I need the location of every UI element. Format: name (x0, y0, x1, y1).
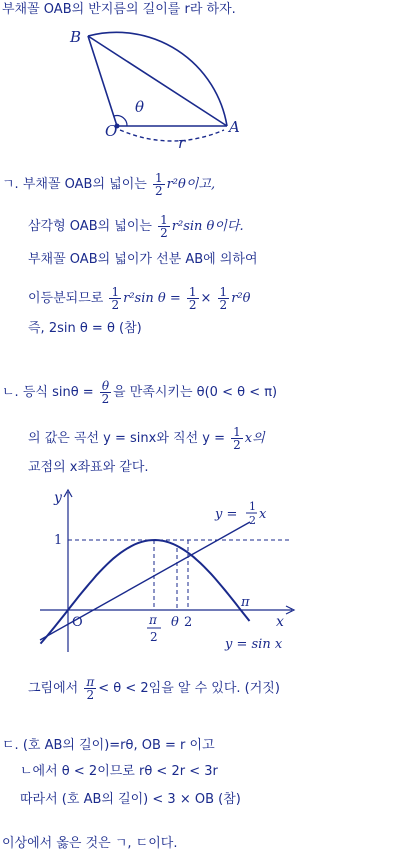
radius-dashed-brace (120, 130, 224, 141)
label-B: B (70, 28, 82, 46)
part-n-line2: 의 값은 곡선 y = sinx와 직선 y = $\frac{1}{2}$ x의 (28, 425, 265, 452)
line-label-den: 2 (249, 514, 256, 527)
part-n-line1: ㄴ. 등식 sinθ = $\frac{\theta}{2}$ 을 만족시키는 θ(0 < θ < π) (2, 379, 278, 406)
x-axis-label: x (276, 614, 284, 630)
part-g-line4: 이등분되므로 $\frac{1}{2}$ r²sin θ = $\frac{1}{2}$ × $\frac{1}{2}$ r²θ (28, 285, 251, 312)
sine-line-graph (0, 480, 400, 660)
segment-OB (88, 36, 117, 126)
pi-half-den: 2 (150, 630, 158, 644)
part-g-line5: 즉, 2sin θ = θ (참) (28, 321, 142, 336)
part-g-line3: 부채꼴 OAB의 넓이가 선분 AB에 의하여 (28, 252, 258, 267)
line-label-num: 1 (249, 500, 256, 513)
origin-label: O (72, 615, 83, 630)
frac-half: $\frac{1}{2}$ (188, 285, 197, 312)
frac-half: $\frac{1}{2}$ (160, 213, 168, 240)
frac-half: $\frac{1}{2}$ (111, 285, 120, 312)
part-d-line2: ㄴ에서 θ < 2이므로 rθ < 2r < 3r (20, 764, 218, 779)
label-A: A (229, 118, 240, 136)
frac-half: $\frac{1}{2}$ (219, 285, 228, 312)
line-label-b: x (259, 507, 267, 522)
chord-AB (88, 36, 227, 126)
y-axis-label: y (54, 490, 62, 506)
intro-text: 부채꼴 OAB의 반지름의 길이를 r라 하자. (2, 2, 236, 17)
label-theta: θ (135, 98, 145, 116)
part-g-line1: ㄱ. 부채꼴 OAB의 넓이는 $\frac{1}{2}$ r²θ이고, (2, 171, 216, 198)
part-d-line1: ㄷ. (호 AB의 길이)=rθ, OB = r 이고 (2, 738, 215, 753)
conclusion-text: 이상에서 옳은 것은 ㄱ, ㄷ이다. (2, 836, 178, 851)
label-O: O (105, 122, 118, 140)
frac-half: $\frac{1}{2}$ (154, 171, 163, 198)
pi-label: π (241, 595, 250, 610)
frac-pi-half: $\frac{\pi}{2}$ (86, 675, 95, 702)
label-r: r (178, 134, 186, 152)
frac-half: $\frac{1}{2}$ (233, 425, 241, 452)
pi-half-num: π (149, 613, 157, 627)
two-tick: 2 (184, 615, 193, 630)
part-g-line2: 삼각형 OAB의 넓이는 $\frac{1}{2}$ r²sin θ이다. (28, 213, 244, 240)
sector-figure (0, 0, 400, 160)
part-d-line3: 따라서 (호 AB의 길이) < 3 × OB (참) (20, 792, 241, 807)
theta-tick: θ (171, 615, 179, 630)
curve-label: y = sin x (225, 637, 283, 652)
line-label-a: y = (215, 507, 238, 522)
part-n-line4: 그림에서 $\frac{\pi}{2}$ < θ < 2임을 알 수 있다. (거짓) (28, 675, 280, 702)
part-n-line3: 교점의 x좌표와 같다. (28, 460, 149, 475)
frac-theta-half: $\frac{\theta}{2}$ (101, 379, 110, 406)
one-label: 1 (54, 533, 63, 548)
